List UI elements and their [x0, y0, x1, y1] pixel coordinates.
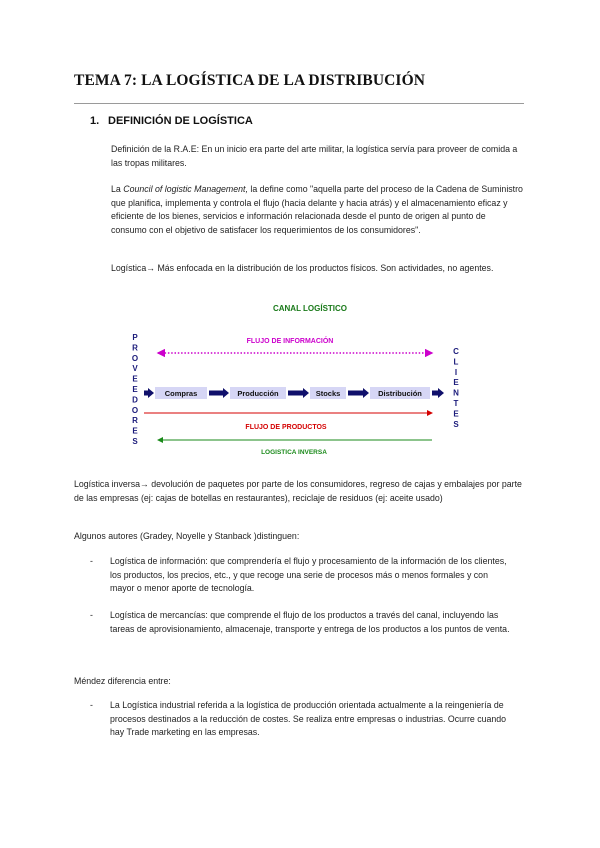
paragraph-logistica-inversa: Logística inversa→ devolución de paquetes por parte de los consumidores, regreso de cajas y embalajes por parte de las empresas (ej: cajas de botellas en restaurantes), reciclaje de residuos (ej: aceite usado): [74, 479, 522, 503]
paragraph-council: [111, 183, 523, 237]
section-number: 1.: [90, 115, 100, 127]
paragraph-autores: Algunos autores (Gradey, Noyelle y Stanback )distinguen:: [74, 531, 300, 541]
product-flow-label: FLUJO DE PRODUCTOS: [245, 424, 327, 431]
clientes-letter: T: [453, 399, 459, 408]
bullet-dash: -: [90, 556, 93, 566]
clientes-letter: I: [454, 367, 458, 377]
list-item: [90, 699, 524, 741]
section-heading: [90, 115, 253, 127]
list-item: [90, 555, 524, 597]
proveedores-letter: O: [131, 353, 139, 363]
proveedores-letter: S: [132, 437, 138, 446]
bullet-text: La Logística industrial referida a la logística de producción orientada actualmente a la reingeniería de procesos destinados a la reducción de costes. Se realiza entre empresas o industrias. Ocurre cuando hay Trade marketing en las empresas.: [110, 700, 507, 738]
clientes-label: [453, 347, 459, 429]
info-flow-label: FLUJO DE INFORMACIÓN: [246, 338, 334, 345]
logistic-channel-diagram: [120, 298, 480, 463]
list-item: [90, 609, 524, 651]
proveedores-label: [132, 333, 138, 446]
supply-chain: [144, 387, 444, 399]
reverse-flow-label: LOGISTICA INVERSA: [261, 449, 327, 456]
proveedores-letter: V: [132, 364, 138, 374]
title-divider: [74, 103, 524, 104]
chain-step-label: Producción: [237, 389, 279, 398]
proveedores-letter: O: [131, 405, 139, 415]
clientes-letter: N: [453, 388, 459, 398]
bullet-dash: -: [90, 700, 93, 710]
paragraph-rae: Definición de la R.A.E: En un inicio era parte del arte militar, la logística servía para proveer de comida a las tropas militares.: [111, 144, 518, 168]
page-title: TEMA 7: LA LOGÍSTICA DE LA DISTRIBUCIÓN: [74, 72, 426, 89]
chain-step-label: Distribución: [378, 389, 422, 398]
paragraph-mendez: Méndez diferencia entre:: [74, 676, 171, 686]
clientes-letter: C: [453, 347, 459, 356]
bullet-text: Logística de mercancías: que comprende el flujo de los productos a través del canal, incluyendo las tareas de aprovisionamiento, almacenaje, transporte y entrega de los productos a los puntos de venta.: [110, 610, 510, 634]
clientes-letter: S: [453, 419, 459, 429]
diagram-title: CANAL LOGÍSTICO: [272, 304, 348, 313]
proveedores-letter: R: [132, 416, 138, 426]
chain-arrow: [288, 388, 309, 398]
bullet-text: Logística de información: que comprendería el flujo y procesamiento de la información de los clientes, los productos, los precios, etc., y que recoge una serie de procesos más o menos formales y con mayor o menor aporte de tecnología.: [110, 556, 507, 594]
chain-arrow: [348, 388, 369, 398]
proveedores-letter: R: [132, 343, 138, 353]
chain-step-label: Stocks: [315, 389, 341, 398]
council-intro: La: [111, 184, 124, 194]
chain-step-label: Compras: [164, 389, 198, 398]
clientes-letter: E: [453, 409, 459, 419]
council-name: Council of logistic Management,: [123, 184, 248, 194]
bullet-dash: -: [90, 610, 93, 620]
proveedores-letter: D: [132, 395, 138, 405]
chain-arrow: [144, 388, 154, 398]
section-title: DEFINICIÓN DE LOGÍSTICA: [108, 115, 253, 127]
chain-arrow: [209, 388, 229, 398]
chain-arrow: [432, 388, 444, 398]
proveedores-letter: P: [132, 333, 138, 342]
clientes-letter: E: [453, 378, 459, 388]
proveedores-letter: E: [132, 385, 138, 394]
paragraph-logistica: Logística→ Más enfocada en la distribución de los productos físicos. Son actividades, no agentes.: [111, 263, 494, 273]
clientes-letter: L: [453, 357, 459, 367]
proveedores-letter: E: [132, 374, 138, 384]
council-definition: la define como "aquella parte del proceso de la Cadena de Suministro que planifica, implementa y controla el flujo (hacia delante y hacia atrás) y el almacenamiento eficaz y eficiente de los bienes, servicios e información relacionada desde el punto de origen al punto de consumo con el objetivo de satisfacer los requerimientos de los consumidores".: [111, 184, 523, 235]
proveedores-letter: E: [132, 426, 138, 436]
